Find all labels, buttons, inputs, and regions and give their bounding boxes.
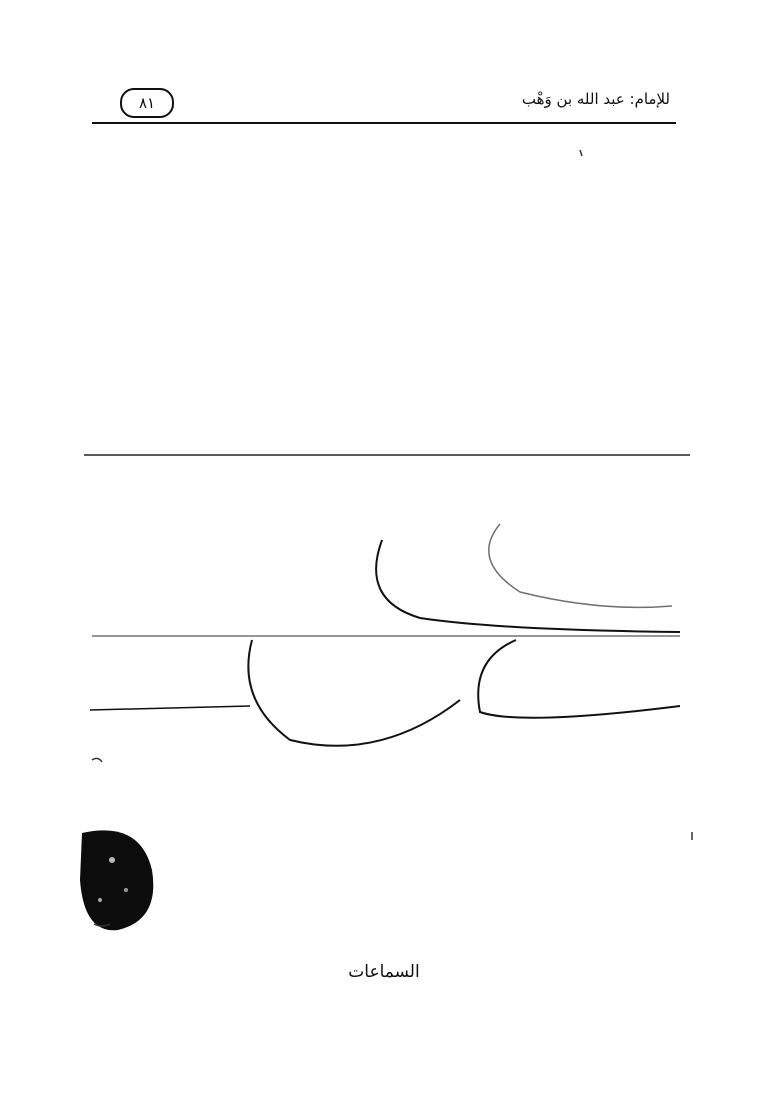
stray-mark <box>580 150 582 156</box>
entry-enclosure <box>248 640 460 746</box>
seal-speck <box>124 888 128 892</box>
seal-speck <box>98 898 102 902</box>
entry-enclosure <box>489 524 672 607</box>
page-caption: السماعات <box>348 962 420 982</box>
entry-enclosure <box>478 640 680 718</box>
stray-mark <box>92 758 102 762</box>
ink-seal <box>80 830 153 930</box>
entry-enclosure <box>376 540 680 632</box>
page-number: ٨١ <box>120 88 174 118</box>
entry-enclosure <box>90 706 250 710</box>
seal-speck <box>109 857 115 863</box>
header-title: للإمام: عبد الله بن وَهْب <box>521 90 670 108</box>
